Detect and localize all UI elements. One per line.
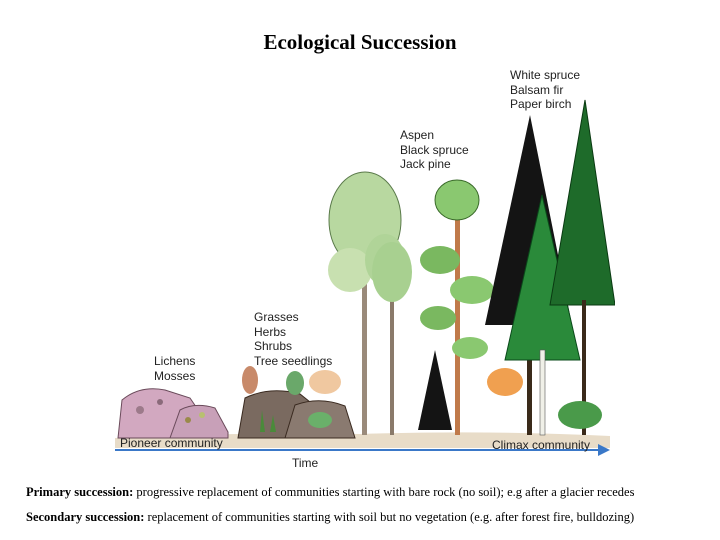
secondary-succession-term: Secondary succession:	[26, 510, 145, 524]
page-title: Ecological Succession	[263, 30, 457, 54]
aspen-trees	[328, 172, 412, 435]
climax-species-label: White spruce Balsam fir Paper birch	[510, 68, 581, 111]
pioneer-rocks	[118, 389, 228, 438]
pioneer-community-label: Pioneer community	[120, 436, 223, 450]
mid-species-label: Aspen Black spruce Jack pine	[400, 128, 469, 171]
succession-illustration	[110, 60, 615, 480]
climax-community-label: Climax community	[492, 438, 591, 452]
early-species-label: Grasses Herbs Shrubs Tree seedlings	[254, 310, 333, 368]
early-stage-vegetation	[238, 366, 355, 438]
secondary-succession-text: replacement of communities starting with soil but no vegetation (e.g. after forest fire, bulldozing)	[144, 510, 635, 524]
young-aspen-orange	[487, 368, 523, 396]
secondary-succession-caption	[26, 510, 634, 525]
primary-succession-caption	[26, 485, 634, 500]
primary-succession-text: progressive replacement of communities starting with bare rock (no soil); e.g after a glacier recedes	[133, 485, 635, 499]
time-axis-label: Time	[292, 456, 319, 470]
black-spruce-tree	[418, 350, 452, 430]
primary-succession-term: Primary succession:	[26, 485, 134, 499]
pioneer-species-label: Lichens Mosses	[154, 354, 196, 383]
